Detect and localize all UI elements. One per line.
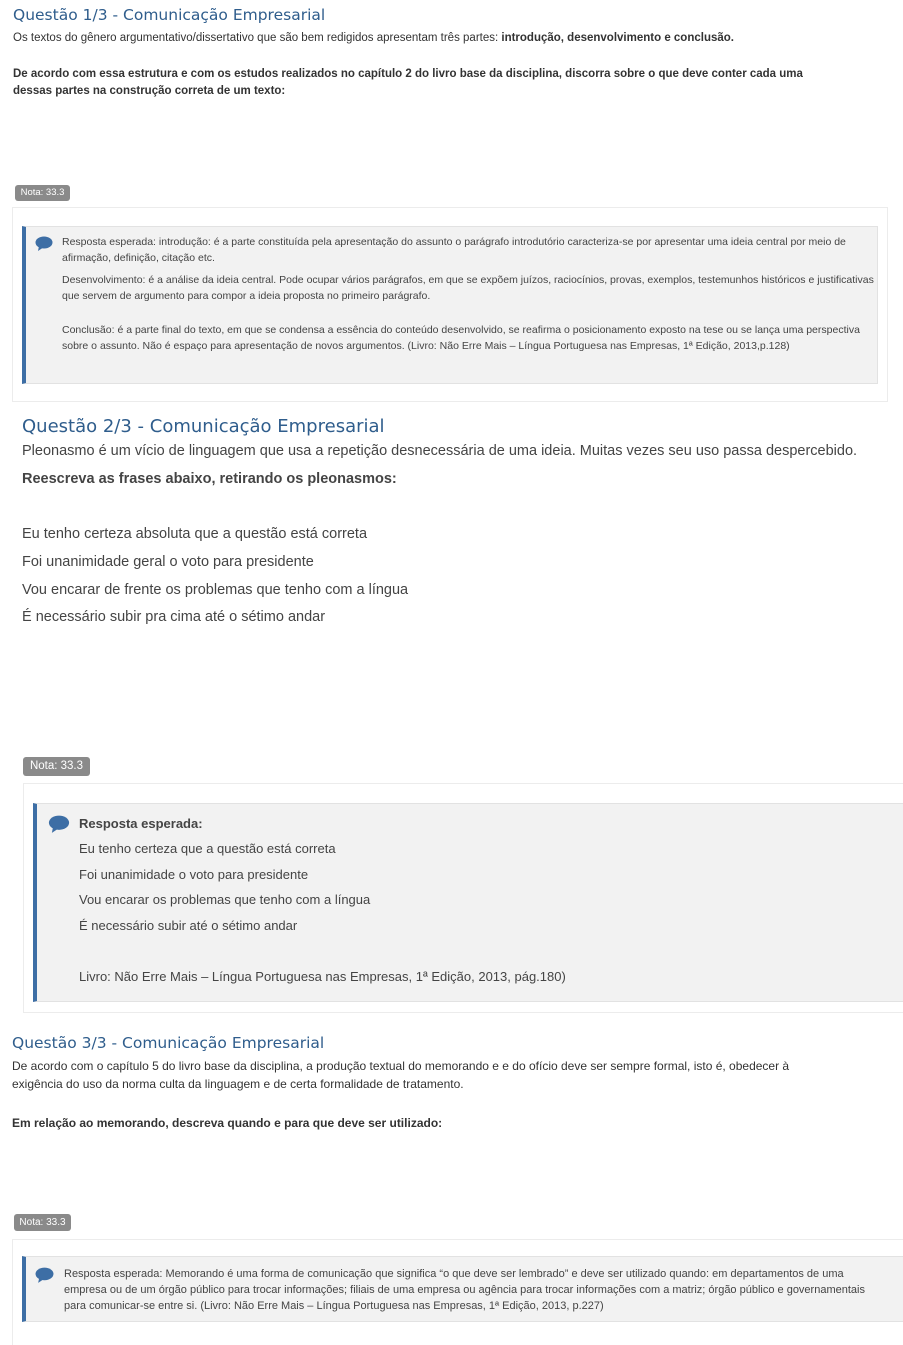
speech-bubble-icon <box>48 815 70 834</box>
question-3-prompt: Em relação ao memorando, descreva quando e para que deve ser utilizado: <box>12 1116 443 1130</box>
question-2-instruction: Reescreva as frases abaixo, retirando os pleonasmos: <box>22 471 397 487</box>
question-1-intro <box>13 30 734 46</box>
answer-paragraph-2: Desenvolvimento: é a análise da ideia central. Pode ocupar vários parágrafos, em que se expõem juízos, raciocínios, provas, exemplos, testemunhos históricos e justificativas que servem de argumento para compor a ideia proposta no primeiro parágrafo. <box>62 274 874 302</box>
answer-line: Foi unanimidade o voto para presidente <box>79 867 309 882</box>
sentence-item: Eu tenho certeza absoluta que a questão está correta <box>22 526 368 542</box>
expected-answer-box <box>22 1256 903 1322</box>
question-1-prompt-line-2: dessas partes na construção correta de um texto: <box>13 85 286 97</box>
sentence-item: Foi unanimidade geral o voto para presidente <box>22 554 314 570</box>
answer-source: Livro: Não Erre Mais – Língua Portuguesa nas Empresas, 1ª Edição, 2013, pág.180) <box>79 969 566 984</box>
answer-line: É necessário subir até o sétimo andar <box>79 918 298 933</box>
grade-badge: Nota: 33.3 <box>15 185 70 201</box>
question-2-intro: Pleonasmo é um vício de linguagem que usa a repetição desnecessária de uma ideia. Muitas vezes seu uso passa despercebido. <box>22 443 858 459</box>
expected-answer-box <box>33 803 903 1002</box>
answer-paragraph-3: Conclusão: é a parte final do texto, em que se condensa a essência do conteúdo desenvolvido, se reafirma o posicionamento exposto na tese ou se lança uma perspectiva sobre o assunto. Não é espaço para apresentação de novos argumentos. (Livro: Não Erre Mais – Língua Portuguesa nas Empresas, 1ª Edição, 2013,p.128) <box>62 324 860 352</box>
speech-bubble-icon <box>35 236 53 252</box>
question-2-title: Questão 2/3 - Comunicação Empresarial <box>22 416 385 437</box>
speech-bubble-icon <box>35 1267 54 1284</box>
expected-answer-box <box>22 226 878 384</box>
sentence-item: É necessário subir pra cima até o sétimo andar <box>22 609 326 625</box>
answer-paragraph: Resposta esperada: Memorando é uma forma de comunicação que significa “o que deve ser lembrado” e deve ser utilizado quando: em departamentos de uma empresa ou de um órgão público para trocar informações; filiais de uma empresa ou agência para trocar informações com a matriz; órgão público e governamentais para comunicar-se entre si. (Livro: Não Erre Mais – Língua Portuguesa nas Empresas, 1ª Edição, 2013, p.227) <box>64 1268 865 1312</box>
question-3-title: Questão 3/3 - Comunicação Empresarial <box>12 1034 325 1052</box>
answer-line: Eu tenho certeza que a questão está correta <box>79 841 336 856</box>
grade-badge: Nota: 33.3 <box>14 1214 71 1231</box>
question-3-intro-line-1: De acordo com o capítulo 5 do livro base da disciplina, a produção textual do memorando e e do ofício deve ser sempre formal, isto é, obedecer à <box>12 1059 790 1073</box>
answer-paragraph-1: Resposta esperada: introdução: é a parte constituída pela apresentação do assunto o parágrafo introdutório caracteriza-se por apresentar uma ideia central por meio de afirmação, definição, citação etc. <box>62 236 846 264</box>
question-1-intro-text: Os textos do gênero argumentativo/dissertativo que são bem redigidos apresentam três partes: <box>13 32 502 44</box>
question-1-prompt-line-1: De acordo com essa estrutura e com os estudos realizados no capítulo 2 do livro base da disciplina, discorra sobre o que deve conter cada uma <box>13 68 803 80</box>
answer-heading: Resposta esperada: <box>79 816 203 831</box>
question-3-intro-line-2: exigência do uso da norma culta da linguagem e de certa formalidade de tratamento. <box>12 1077 464 1091</box>
sentence-item: Vou encarar de frente os problemas que tenho com a língua <box>22 582 409 598</box>
question-1-title: Questão 1/3 - Comunicação Empresarial <box>13 6 326 24</box>
answer-line: Vou encarar os problemas que tenho com a língua <box>79 892 371 907</box>
question-1-intro-bold: introdução, desenvolvimento e conclusão. <box>501 32 734 44</box>
grade-badge: Nota: 33.3 <box>23 757 90 776</box>
